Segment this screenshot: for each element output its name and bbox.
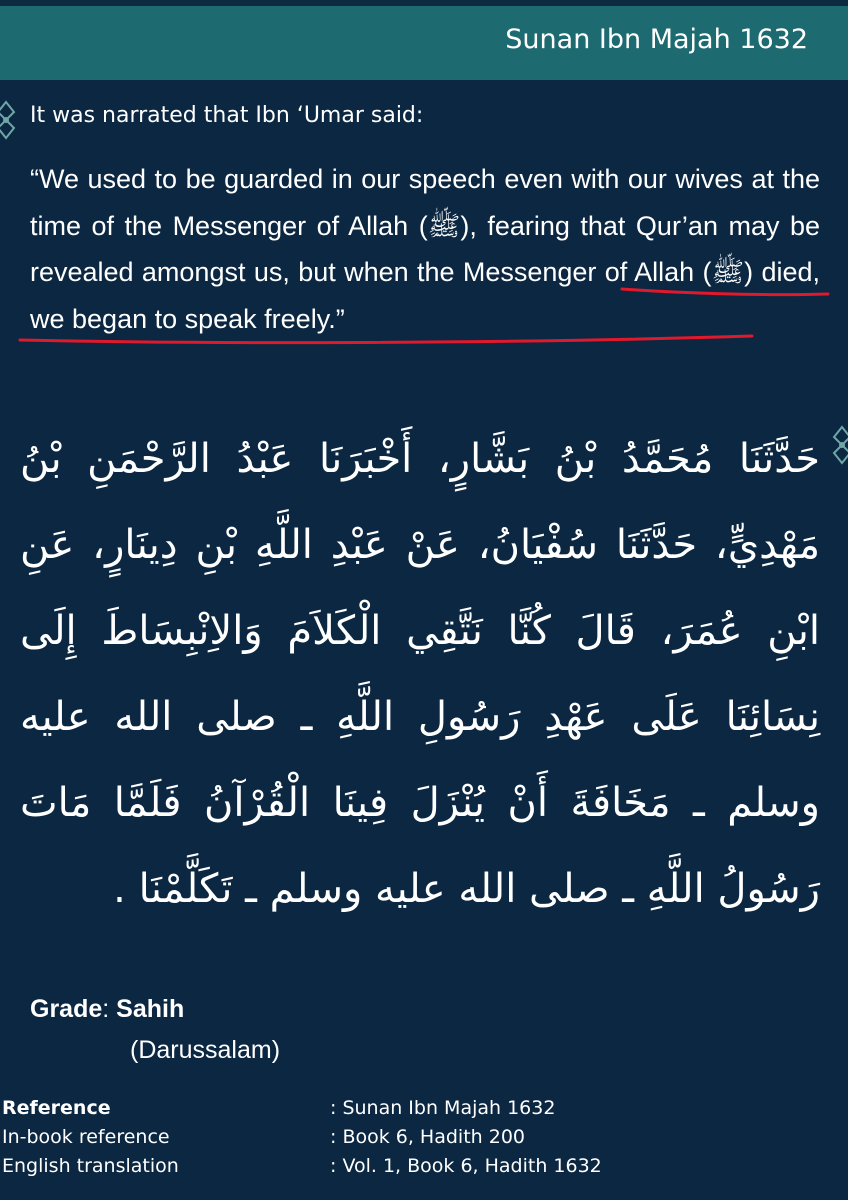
reference-value: : Sunan Ibn Majah 1632: [330, 1097, 556, 1119]
translation-text: “We used to be guarded in our speech even with our wives at the time of the Messenger of Allah (ﷺ), fearing that Qur’an may be revealed amongst us,: [30, 164, 821, 287]
reference-row: [2, 1094, 602, 1123]
hadith-header: [0, 6, 848, 80]
reference-row: [2, 1123, 602, 1152]
reference-label: In-book reference: [2, 1126, 170, 1148]
reference-value: : Vol. 1, Book 6, Hadith 1632: [330, 1155, 602, 1177]
ornament-icon: [0, 100, 18, 140]
narrator-line: It was narrated that Ibn ‘Umar said:: [30, 103, 424, 128]
arabic-text: حَدَّثَنَا مُحَمَّدُ بْنُ بَشَّارٍ، أَخْبَرَنَا عَبْدُ الرَّحْمَنِ بْنُ مَهْدِيٍّ، حَدَّثَنَا سُفْيَانُ، عَنْ عَبْدِ اللَّهِ بْنِ دِينَارٍ، عَنِ ابْنِ عُمَرَ، قَالَ كُنَّا نَتَّقِي الْكَلاَمَ وَالاِنْبِسَاطَ إِلَى نِسَائِنَا عَلَى عَهْدِ رَسُولِ اللَّهِ ـ صلى الله عليه وسلم ـ مَخَافَةَ أَنْ يُنْزَلَ فِينَا الْقُرْآنُ فَلَمَّا مَاتَ رَسُولُ اللَّهِ ـ صلى الله عليه وسلم ـ تَكَلَّمْنَا .: [20, 436, 820, 912]
reference-table: [2, 1094, 602, 1181]
translation-end: .”: [328, 303, 345, 334]
grade-label: Grade: [30, 995, 103, 1023]
ornament-icon: [830, 425, 848, 465]
grade-separator: :: [102, 995, 117, 1023]
hadith-title: Sunan Ibn Majah 1632: [505, 24, 808, 55]
english-translation: [30, 156, 820, 342]
underlined-passage: but when the Messenger of Allah (ﷺ) died, we began to speak freely: [30, 257, 820, 334]
reference-label: English translation: [2, 1155, 179, 1177]
reference-row: [2, 1152, 602, 1181]
grade-line: [30, 995, 184, 1024]
grade-value: Sahih: [116, 995, 185, 1023]
reference-label: Reference: [2, 1097, 111, 1119]
reference-value: : Book 6, Hadith 200: [330, 1126, 526, 1148]
grade-source: (Darussalam): [130, 1036, 281, 1064]
